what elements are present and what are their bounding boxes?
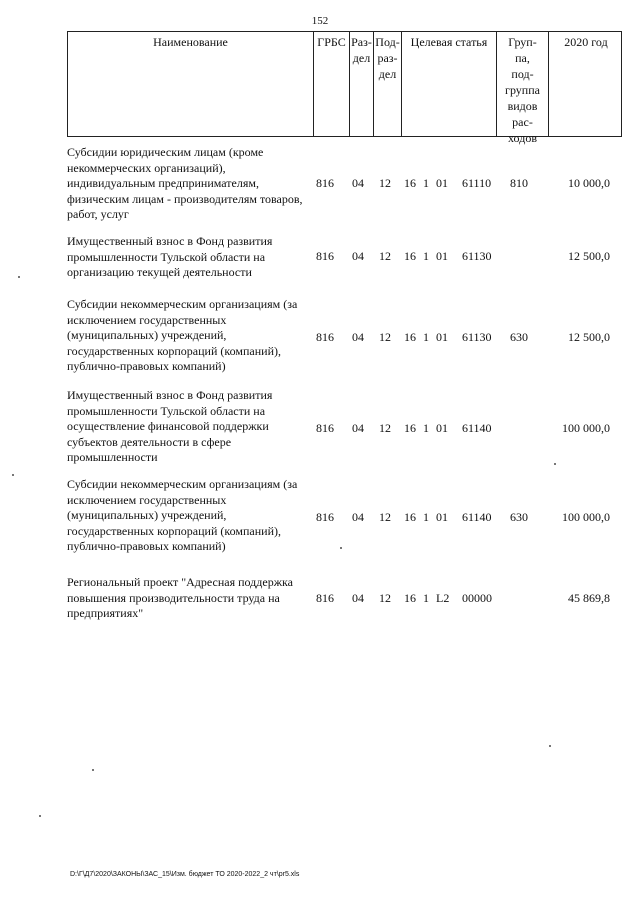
row-cs-subprogram: 1 xyxy=(423,510,429,524)
row-cs-event: 01 xyxy=(436,176,448,190)
row-podrazdel: 12 xyxy=(379,510,391,524)
row-podrazdel: 12 xyxy=(379,591,391,605)
row-razdel: 04 xyxy=(352,330,364,344)
row-cs-program: 16 xyxy=(404,421,416,435)
row-cs-event: 01 xyxy=(436,510,448,524)
scan-speck xyxy=(39,815,41,817)
row-amount: 100 000,0 xyxy=(562,421,610,435)
header-target-article: Целевая статья xyxy=(401,32,496,136)
header-razdel-line: Раз- xyxy=(351,35,372,49)
row-cs-subprogram: 1 xyxy=(423,249,429,263)
row-razdel: 04 xyxy=(352,510,364,524)
row-razdel: 04 xyxy=(352,249,364,263)
row-podrazdel: 12 xyxy=(379,176,391,190)
row-cs-program: 16 xyxy=(404,249,416,263)
row-amount: 100 000,0 xyxy=(562,510,610,524)
row-amount: 12 500,0 xyxy=(568,330,610,344)
row-razdel: 04 xyxy=(352,591,364,605)
row-cs-event: 01 xyxy=(436,330,448,344)
row-cs-event: 01 xyxy=(436,249,448,263)
row-grbs: 816 xyxy=(316,510,334,524)
row-razdel: 04 xyxy=(352,421,364,435)
header-group-line: па, xyxy=(515,51,530,65)
header-expense-group xyxy=(496,32,548,145)
row-cs-program: 16 xyxy=(404,330,416,344)
row-cs-subprogram: 1 xyxy=(423,330,429,344)
row-amount: 45 869,8 xyxy=(568,591,610,605)
row-cs-direction: 61140 xyxy=(462,421,492,435)
row-grbs: 816 xyxy=(316,330,334,344)
header-group-line: группа xyxy=(505,83,540,97)
row-grbs: 816 xyxy=(316,176,334,190)
row-cs-program: 16 xyxy=(404,510,416,524)
header-grbs: ГРБС xyxy=(313,32,349,136)
row-razdel: 04 xyxy=(352,176,364,190)
row-cs-subprogram: 1 xyxy=(423,176,429,190)
header-group-line: ходов xyxy=(508,131,537,145)
scan-speck xyxy=(12,474,14,476)
row-podrazdel: 12 xyxy=(379,249,391,263)
row-cs-program: 16 xyxy=(404,176,416,190)
row-name: Имущественный взнос в Фонд развития промышленности Тульской области на осуществление финансовой поддержки субъектов деятельности в сфере промышленности xyxy=(67,388,273,464)
header-group-line: видов xyxy=(507,99,538,113)
row-name: Субсидии некоммерческим организациям (за исключением государственных (муниципальных) учреждений, государственных корпораций (компаний), публично-правовых компаний) xyxy=(67,477,298,553)
row-name: Региональный проект "Адресная поддержка повышения производительности труда на предприятиях" xyxy=(67,575,293,620)
row-name: Имущественный взнос в Фонд развития промышленности Тульской области на организацию текущей деятельности xyxy=(67,234,273,279)
row-expense-type: 630 xyxy=(510,330,528,344)
header-group-line: Груп- xyxy=(508,35,537,49)
row-amount: 10 000,0 xyxy=(568,176,610,190)
row-podrazdel: 12 xyxy=(379,330,391,344)
row-cs-subprogram: 1 xyxy=(423,591,429,605)
header-razdel xyxy=(349,32,373,136)
row-cs-event: 01 xyxy=(436,421,448,435)
file-path-footer: D:\Г\Д7\2020\ЗАКОНЫ\ЗАС_15\Изм. бюджет ТО 2020-2022_2 чт\pr5.xls xyxy=(70,871,300,878)
scan-speck xyxy=(554,463,556,465)
row-cs-direction: 61110 xyxy=(462,176,492,190)
row-expense-type: 630 xyxy=(510,510,528,524)
row-grbs: 816 xyxy=(316,421,334,435)
row-grbs: 816 xyxy=(316,591,334,605)
row-cs-direction: 61130 xyxy=(462,330,492,344)
scan-speck xyxy=(92,769,94,771)
row-cs-event: L2 xyxy=(436,591,450,605)
row-cs-direction: 00000 xyxy=(462,591,492,605)
row-name: Субсидии некоммерческим организациям (за исключением государственных (муниципальных) учреждений, государственных корпораций (компаний), публично-правовых компаний) xyxy=(67,297,298,373)
row-cs-direction: 61140 xyxy=(462,510,492,524)
header-year: 2020 год xyxy=(548,32,623,136)
row-cs-direction: 61130 xyxy=(462,249,492,263)
scan-speck xyxy=(549,745,551,747)
row-expense-type: 810 xyxy=(510,176,528,190)
row-grbs: 816 xyxy=(316,249,334,263)
row-name: Субсидии юридическим лицам (кроме некоммерческих организаций), индивидуальным предпринимателям, физическим лицам - производителям товаров, работ, услуг xyxy=(67,145,303,221)
header-podrazdel-line: раз- xyxy=(377,51,398,65)
scan-speck xyxy=(18,276,20,278)
header-podrazdel-line: Под- xyxy=(375,35,400,49)
scan-speck xyxy=(340,547,342,549)
table-header xyxy=(67,31,622,145)
header-podrazdel-line: дел xyxy=(378,67,397,81)
row-cs-subprogram: 1 xyxy=(423,421,429,435)
header-razdel-line: дел xyxy=(352,51,371,65)
header-podrazdel xyxy=(373,32,401,136)
row-cs-program: 16 xyxy=(404,591,416,605)
header-name: Наименование xyxy=(153,35,228,49)
header-group-line: под- xyxy=(511,67,534,81)
header-group-line: рас- xyxy=(512,115,533,129)
row-podrazdel: 12 xyxy=(379,421,391,435)
row-amount: 12 500,0 xyxy=(568,249,610,263)
page-number: 152 xyxy=(311,15,329,27)
